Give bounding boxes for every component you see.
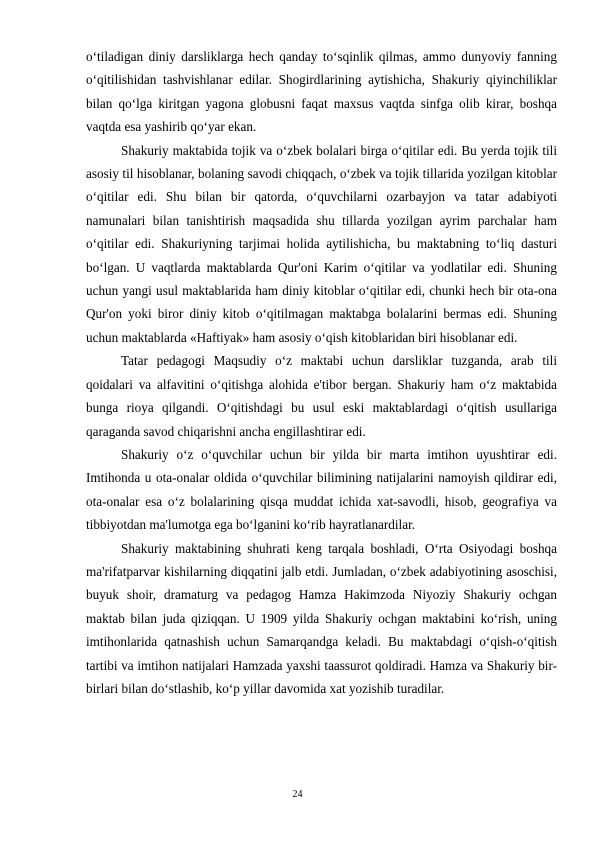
page-number: 24	[292, 789, 303, 800]
paragraph-5: Shakuriy maktabining shuhrati keng tarqala boshladi, O‘rta Osiyodagi boshqa ma'rifatparvar kishilarning diqqatini jalb etdi. Jumladan, o‘zbek adabiyotining asoschisi, buyuk shoir, dramaturg va pedagog Hamza Hakimzoda Niyoziy Shakuriy ochgan maktab bilan juda qiziqqan. U 1909 yilda Shakuriy ochgan maktabini ko‘rish, uning imtihonlarida qatnashish uchun Samarqandga keladi. Bu maktabdagi o‘qish-o‘qitish tartibi va imtihon natijalari Hamzada yaxshi taassurot qoldiradi. Hamza va Shakuriy bir-birlari bilan do‘stlashib, ko‘p yillar davomida xat yozishib turadilar.	[86, 540, 557, 696]
paragraph-3: Tatar pedagogi Maqsudiy o‘z maktabi uchun darsliklar tuzganda, arab tili qoidalari va alfavitini o‘qitishga alohida e'tibor bergan. Shakuriy ham o‘z maktabida bunga rioya qilgandi. O‘qitishdagi bu usul eski maktablardagi o‘qitish usullariga qaraganda savod chiqarishni ancha engillashtirar edi.	[86, 353, 557, 439]
paragraph-1: o‘tiladigan diniy darsliklarga hech qanday to‘sqinlik qilmas, ammo dunyoviy fanning o‘qitilishidan tashvishlanar edilar. Shogirdlarining aytishicha, Shakuriy qiyinchiliklar bilan qo‘lga kiritgan yagona globusni faqat maxsus vaqtda sinfga olib kirar, boshqa vaqtda esa yashirib qo‘yar ekan.	[86, 49, 557, 135]
paragraph-2: Shakuriy maktabida tojik va o‘zbek bolalari birga o‘qitilar edi. Bu yerda tojik tili asosiy til hisoblanar, bolaning savodi chiqqach, o‘zbek va tojik tillarida yozilgan kitoblar o‘qitilar edi. Shu bilan bir qatorda, o‘quvchilarni ozarbayjon va tatar adabiyoti namunalari bilan tanishtirish maqsadida shu tillarda yozilgan ayrim parchalar ham o‘qitilar edi. Shakuriyning tarjimai holida aytilishicha, bu maktabning to‘liq dasturi bo‘lgan. U vaqtlarda maktablarda Qur'oni Karim o‘qitilar va yodlatilar edi. Shuning uchun yangi usul maktablarida ham diniy kitoblar o‘qitilar edi, chunki hech bir ota-ona Qur'on yoki biror diniy kitob o‘qitilmagan maktabga bolalarini bermas edi. Shuning uchun maktablarda «Haftiyak» ham asosiy o‘qish kitoblaridan biri hisoblanar edi.	[86, 142, 557, 345]
paragraph-4: Shakuriy o‘z o‘quvchilar uchun bir yilda bir marta imtihon uyushtirar edi. Imtihonda u ota-onalar oldida o‘quvchilar bilimining natijalarini namoyish qildirar edi, ota-onalar esa o‘z bolalarining qisqa muddat ichida xat-savodli, hisob, geografiya va tibbiyotdan ma'lumotga ega bo‘lganini ko‘rib hayratlanardilar.	[86, 446, 557, 533]
body-text	[86, 45, 557, 700]
